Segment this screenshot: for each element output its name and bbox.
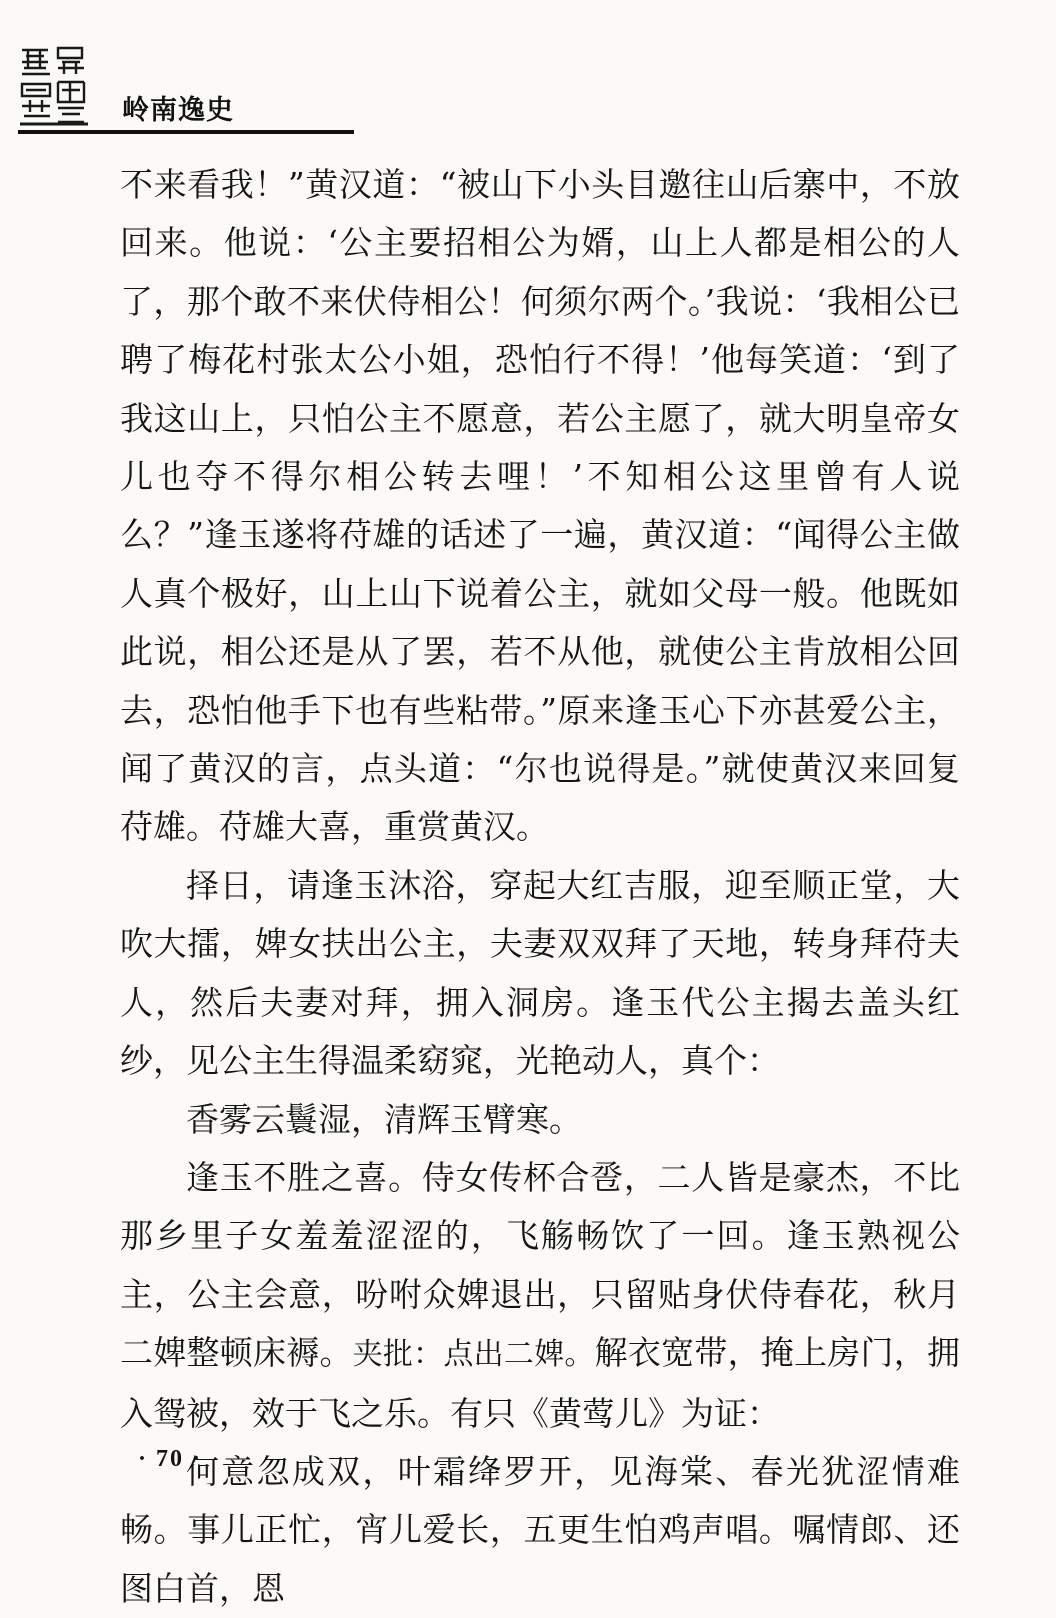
verse-lines: 何意忽成双，叶霜绛罗开，见海棠、春光犹涩情难畅。事儿正忙，宵儿爱长，五更生怕鸡声唱。嘱情郎、还图白首，恩 xyxy=(120,1451,960,1608)
header-rule xyxy=(18,130,354,134)
page-header xyxy=(18,40,358,136)
paragraph xyxy=(120,1149,960,1443)
paragraph: 不来看我！”黄汉道：“被山下小头目邀往山后寨中，不放回来。他说：‘公主要招相公为婿，山上人都是相公的人了，那个敢不来伏侍相公！何须尔两个。’我说：‘我相公已聘了梅花村张太公小姐，恐怕行不得！’他每笑道：‘到了我这山上，只怕公主不愿意，若公主愿了，就大明皇帝女儿也夺不得尔相公转去哩！’不知相公这里曾有人说么？”逢玉遂将苻雄的话述了一遍，黄汉道：“闻得公主做人真个极好，山上山下说着公主，就如父母一般。他既如此说，相公还是从了罢，若不从他，就使公主肯放相公回去，恐怕他手下也有些粘带。”原来逢玉心下亦甚爱公主，闻了黄汉的言，点头道：“尔也说得是。”就使黄汉来回复苻雄。苻雄大喜，重赏黄汉。 xyxy=(120,165,960,847)
body-text xyxy=(120,156,960,1618)
paragraph-text-continued: 解衣宽带，掩上房门，拥入鸳被，效于飞之乐。有只《黄莺儿》为证： xyxy=(120,1333,961,1433)
seal-logo-icon xyxy=(18,44,90,128)
page-number: · 70 · xyxy=(138,1446,203,1472)
verse-line: 香雾云鬟湿，清辉玉臂寒。 xyxy=(186,1099,582,1139)
commentary-note: 夹批：点出二婢。 xyxy=(352,1337,595,1373)
book-title: 岭南逸史 xyxy=(122,95,234,126)
paragraph: 择日，请逢玉沐浴，穿起大红吉服，迎至顺正堂，大吹大擂，婢女扶出公主，夫妻双双拜了天地，转身拜苻夫人，然后夫妻对拜，拥入洞房。逢玉代公主揭去盖头红纱，见公主生得温柔窈窕，光艳动人，真个： xyxy=(120,865,960,1081)
paragraph-text: 逢玉不胜之喜。侍女传杯合卺，二人皆是豪杰，不比那乡里子女羞羞涩涩的，飞觞畅饮了一回。逢玉熟视公主，公主会意，吩咐众婢退出，只留贴身伏侍春花，秋月二婢整顿床褥。 xyxy=(120,1157,960,1373)
